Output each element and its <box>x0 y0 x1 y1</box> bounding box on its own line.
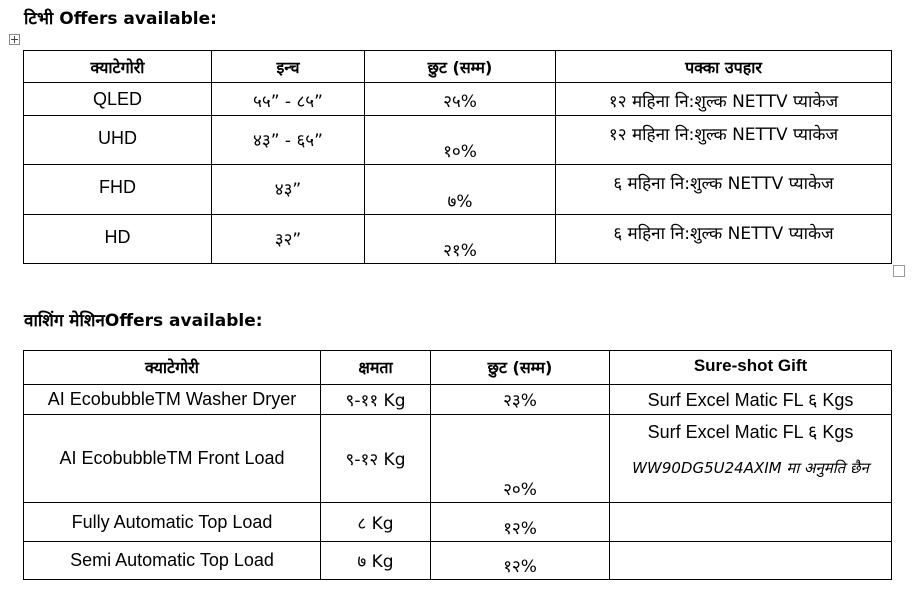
table-row <box>24 415 892 503</box>
column-header-category: क्याटेगोरी <box>24 351 321 385</box>
column-header-inch: इन्च <box>212 51 365 83</box>
category-cell: AI EcobubbleTM Front Load <box>24 415 321 503</box>
category-cell: UHD <box>24 116 212 165</box>
discount-cell: १२% <box>431 503 610 542</box>
discount-cell: ७% <box>365 165 556 215</box>
gift-text: Surf Excel Matic FL ६ Kgs <box>647 422 854 442</box>
gift-cell <box>610 542 892 580</box>
table-row <box>24 116 892 165</box>
discount-cell: १०% <box>365 116 556 165</box>
capacity-cell: ९-११ Kg <box>321 385 431 415</box>
capacity-cell: ८ Kg <box>321 503 431 542</box>
discount-cell: २३% <box>431 385 610 415</box>
column-header-discount: छुट (सम्म) <box>431 351 610 385</box>
gift-cell <box>610 415 892 503</box>
discount-cell: २१% <box>365 215 556 264</box>
category-cell: Fully Automatic Top Load <box>24 503 321 542</box>
size-cell: ५५” - ८५” <box>212 83 365 116</box>
gift-cell: १२ महिना नि:शुल्क NETTV प्याकेज <box>556 116 892 165</box>
tv-offers-table <box>23 50 892 264</box>
table-header-row <box>24 51 892 83</box>
table-move-handle-icon[interactable] <box>9 34 20 45</box>
gift-cell: Surf Excel Matic FL ६ Kgs <box>610 385 892 415</box>
gift-cell <box>610 503 892 542</box>
discount-cell: २५% <box>365 83 556 116</box>
category-cell: QLED <box>24 83 212 116</box>
table-row <box>24 215 892 264</box>
discount-cell: १२% <box>431 542 610 580</box>
table-header-row <box>24 351 892 385</box>
column-header-capacity: क्षमता <box>321 351 431 385</box>
gift-restriction-note: WW90DG5U24AXIM मा अनुमति छैन <box>632 459 869 477</box>
column-header-category: क्याटेगोरी <box>24 51 212 83</box>
column-header-sure-shot-gift: Sure-shot Gift <box>610 351 892 385</box>
table-row <box>24 83 892 116</box>
size-cell: ४३” - ६५” <box>212 116 365 165</box>
gift-cell: ६ महिना नि:शुल्क NETTV प्याकेज <box>556 165 892 215</box>
washing-machine-offers-heading: वाशिंग मेशिनOffers available: <box>24 311 263 331</box>
category-cell: Semi Automatic Top Load <box>24 542 321 580</box>
category-cell: FHD <box>24 165 212 215</box>
washing-machine-offers-table <box>23 350 892 580</box>
table-row <box>24 165 892 215</box>
size-cell: ४३” <box>212 165 365 215</box>
table-resize-handle-icon[interactable] <box>893 265 905 277</box>
table-row <box>24 542 892 580</box>
discount-cell: २०% <box>431 415 610 503</box>
capacity-cell: ९-१२ Kg <box>321 415 431 503</box>
gift-cell: १२ महिना नि:शुल्क NETTV प्याकेज <box>556 83 892 116</box>
tv-offers-heading: टिभी Offers available: <box>24 9 217 29</box>
table-row <box>24 503 892 542</box>
column-header-gift: पक्का उपहार <box>556 51 892 83</box>
capacity-cell: ७ Kg <box>321 542 431 580</box>
gift-cell: ६ महिना नि:शुल्क NETTV प्याकेज <box>556 215 892 264</box>
size-cell: ३२” <box>212 215 365 264</box>
category-cell: AI EcobubbleTM Washer Dryer <box>24 385 321 415</box>
table-row <box>24 385 892 415</box>
column-header-discount: छुट (सम्म) <box>365 51 556 83</box>
category-cell: HD <box>24 215 212 264</box>
